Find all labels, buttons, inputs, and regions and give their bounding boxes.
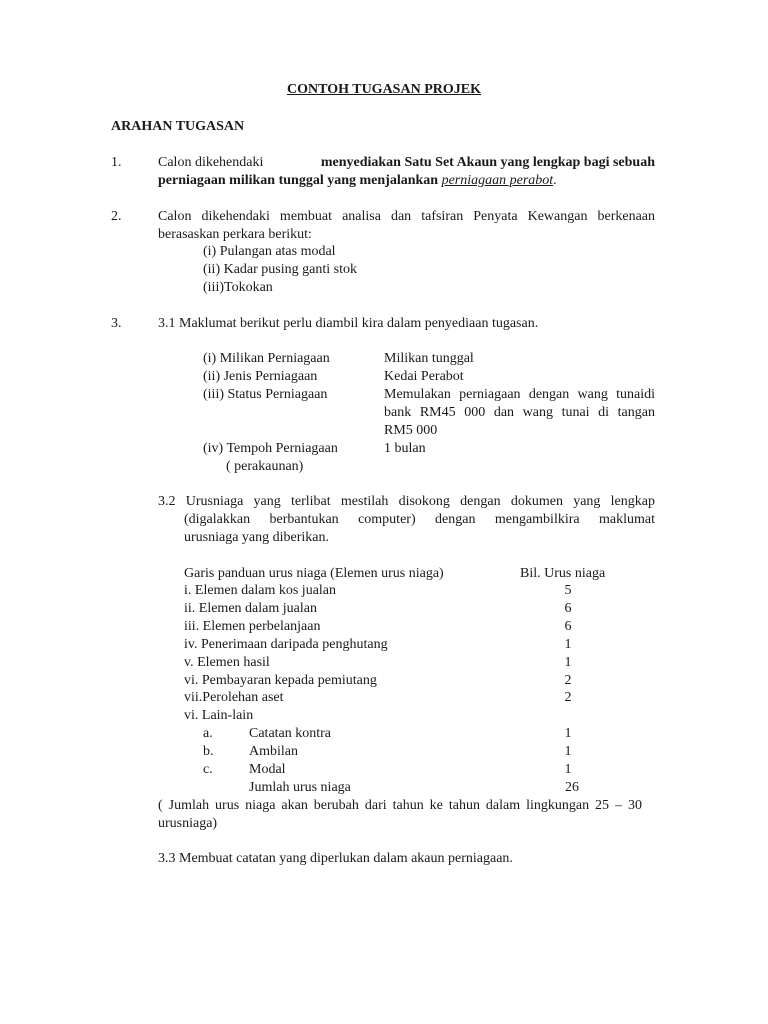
section-heading: ARAHAN TUGASAN bbox=[111, 119, 245, 134]
item1-line2 bbox=[158, 172, 557, 190]
info-value: Milikan tunggal bbox=[384, 351, 474, 366]
subrow-count: 1 bbox=[564, 744, 572, 759]
note-line1: ( Jumlah urus niaga akan berubah dari tahun ke tahun dalam lingkungan 25 – 30 bbox=[158, 798, 642, 813]
table-row-label: i. Elemen dalam kos jualan bbox=[184, 583, 337, 598]
item-number: 2. bbox=[111, 209, 122, 224]
item1-bold-text: menyediakan Satu Set Akaun yang lengkap bagi sebuah bbox=[320, 155, 655, 170]
info-label: ( perakaunan) bbox=[226, 459, 304, 474]
table-row-count: 2 bbox=[564, 673, 572, 688]
subrow-label: Ambilan bbox=[249, 744, 298, 759]
item-number: 3. bbox=[111, 316, 122, 331]
total-label: Jumlah urus niaga bbox=[249, 780, 351, 795]
info-value: Kedai Perabot bbox=[384, 369, 464, 384]
table-row-count: 1 bbox=[564, 655, 572, 670]
item2-sub: (iii)Tokokan bbox=[203, 280, 273, 295]
item1-text: Calon dikehendaki bbox=[158, 155, 264, 170]
item1-line1 bbox=[158, 154, 655, 172]
item2-sub: (ii) Kadar pusing ganti stok bbox=[203, 262, 357, 277]
table-row-label: vii.Perolehan aset bbox=[184, 690, 284, 705]
table-row-count: 2 bbox=[564, 690, 572, 705]
info-value: bank RM45 000 dan wang tunai di tangan bbox=[384, 405, 655, 420]
subrow-label: Catatan kontra bbox=[249, 726, 332, 741]
table-row-count: 6 bbox=[564, 619, 572, 634]
item2-sub: (i) Pulangan atas modal bbox=[203, 244, 336, 259]
subrow-letter: c. bbox=[203, 762, 213, 777]
section-3-3: 3.3 Membuat catatan yang diperlukan dalam akaun perniagaan. bbox=[158, 851, 513, 866]
item1-underlined-text: perniagaan perabot bbox=[441, 173, 554, 188]
section-3-1: 3.1 Maklumat berikut perlu diambil kira dalam penyediaan tugasan. bbox=[158, 316, 539, 331]
table-row-label: v. Elemen hasil bbox=[184, 655, 270, 670]
subrow-count: 1 bbox=[564, 726, 572, 741]
table-row-label: vi. Lain-lain bbox=[184, 708, 254, 723]
table-row-label: iii. Elemen perbelanjaan bbox=[184, 619, 321, 634]
table-row-count: 1 bbox=[564, 637, 572, 652]
info-value: Memulakan perniagaan dengan wang tunaidi bbox=[384, 387, 655, 402]
subrow-letter: b. bbox=[203, 744, 214, 759]
item-number: 1. bbox=[111, 155, 122, 170]
subrow-count: 1 bbox=[564, 762, 572, 777]
info-label: (ii) Jenis Perniagaan bbox=[203, 369, 318, 384]
item1-bold-text-2: perniagaan milikan tunggal yang menjalankan bbox=[158, 173, 442, 188]
item2-line1: Calon dikehendaki membuat analisa dan tafsiran Penyata Kewangan berkenaan bbox=[158, 209, 655, 224]
info-value: 1 bulan bbox=[384, 441, 426, 456]
table-row-label: iv. Penerimaan daripada penghutang bbox=[184, 637, 388, 652]
item1-period: . bbox=[553, 173, 557, 188]
count-header: Bil. Urus niaga bbox=[520, 566, 606, 581]
table-row-label: vi. Pembayaran kepada pemiutang bbox=[184, 673, 377, 688]
section-3-2-line3: urusniaga yang diberikan. bbox=[184, 530, 330, 545]
info-value: RM5 000 bbox=[384, 423, 438, 438]
section-3-2-line1: 3.2 Urusniaga yang terlibat mestilah disokong dengan dokumen yang lengkap bbox=[158, 494, 655, 509]
section-3-2-line2: (digalakkan berbantukan computer) dengan mengambilkira maklumat bbox=[184, 512, 655, 527]
table-row-count: 6 bbox=[564, 601, 572, 616]
table-row-count: 5 bbox=[564, 583, 572, 598]
subrow-letter: a. bbox=[203, 726, 213, 741]
note-line2: urusniaga) bbox=[158, 816, 218, 831]
guide-header: Garis panduan urus niaga (Elemen urus niaga) bbox=[184, 566, 444, 581]
info-label: (iv) Tempoh Perniagaan bbox=[203, 441, 338, 456]
table-row-label: ii. Elemen dalam jualan bbox=[184, 601, 317, 616]
info-label: (iii) Status Perniagaan bbox=[203, 387, 328, 402]
info-label: (i) Milikan Perniagaan bbox=[203, 351, 330, 366]
total-value: 26 bbox=[565, 780, 579, 795]
subrow-label: Modal bbox=[249, 762, 286, 777]
item2-line2: berasaskan perkara berikut: bbox=[158, 227, 312, 242]
page-title: CONTOH TUGASAN PROJEK bbox=[287, 82, 481, 97]
